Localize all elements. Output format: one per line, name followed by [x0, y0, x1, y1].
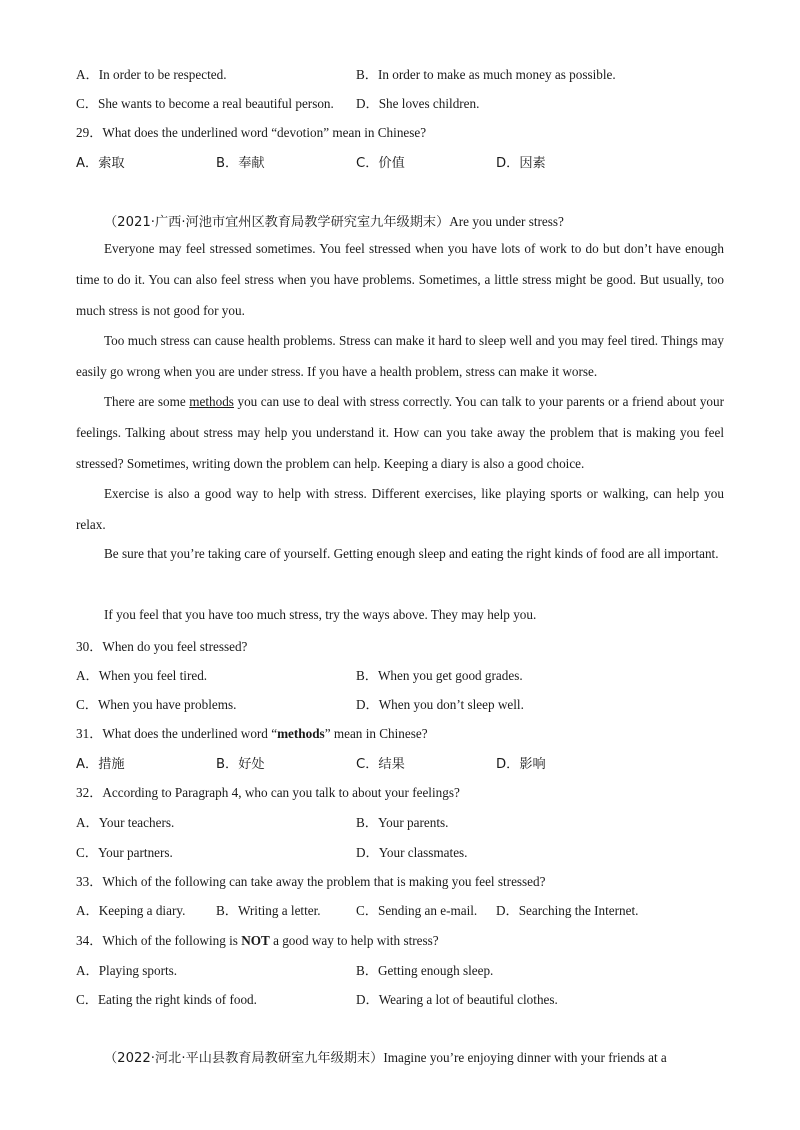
q29-stem: 29．What does the underlined word “devotion” mean in Chinese?: [76, 125, 427, 140]
q31-option-d: D．影响: [496, 757, 546, 772]
q33-option-a: A．Keeping a diary.: [76, 903, 186, 918]
q32-option-b: B．Your parents.: [356, 815, 449, 830]
q31-option-b: B．好处: [216, 757, 265, 772]
passage2-source: （2021·广西·河池市宜州区教育局教学研究室九年级期末）: [104, 215, 450, 230]
q30-option-c: C．When you have problems.: [76, 697, 237, 712]
underlined-word-methods: methods: [189, 394, 234, 409]
q34-stem: 34．Which of the following is NOT a good way to help with stress?: [76, 933, 439, 948]
q28-option-d: D．She loves children.: [356, 96, 480, 111]
q33-option-c: C．Sending an e-mail.: [356, 903, 478, 918]
p3-text-before: There are some: [104, 394, 190, 409]
q32-option-a: A．Your teachers.: [76, 815, 175, 830]
q29-option-d: D．因素: [496, 156, 546, 171]
q32-option-d: D．Your classmates.: [356, 845, 468, 860]
q30-option-b: B．When you get good grades.: [356, 668, 523, 683]
passage2-header: [104, 211, 564, 230]
passage2-paragraph-1: Everyone may feel stressed sometimes. You feel stressed when you have lots of work to do but don’t have enough time to do it. You can also feel stress when you have problems. Sometimes, a little stress might be good. But usually, too much stress is not good for you.: [76, 241, 724, 318]
passage2-paragraph-2: Too much stress can cause health problems. Stress can make it hard to sleep well and you may feel tired. Things may easily go wrong when you are under stress. If you have a health problem, stress can make it worse.: [76, 333, 724, 379]
q28-option-a: A．In order to be respected.: [76, 67, 227, 82]
q29-option-a: A．索取: [76, 156, 125, 171]
q32-stem: 32．According to Paragraph 4, who can you talk to about your feelings?: [76, 785, 460, 800]
passage2-paragraph-4: Exercise is also a good way to help with stress. Different exercises, like playing sports or walking, can help you relax.: [76, 486, 724, 532]
q28-option-c: C．She wants to become a real beautiful person.: [76, 96, 334, 111]
q32-option-c: C．Your partners.: [76, 845, 173, 860]
passage2-title: Are you under stress?: [449, 214, 564, 229]
q29-option-b: B．奉献: [216, 156, 265, 171]
q31-option-c: C．结果: [356, 757, 405, 772]
q30-stem: 30．When do you feel stressed?: [76, 639, 248, 654]
q30-option-d: D．When you don’t sleep well.: [356, 697, 524, 712]
q34-option-d: D．Wearing a lot of beautiful clothes.: [356, 992, 558, 1007]
p3-text-after: you can use to deal with stress correctly. You can talk to your parents or a friend about your feelings. Talking about stress may help you understand it. How can you take away the problem that is making you feel stressed? Sometimes, writing down the problem can help. Keeping a diary is also a good choice.: [76, 394, 725, 471]
q34-option-a: A．Playing sports.: [76, 963, 178, 978]
passage3-source: （2022·河北·平山县教育局教研室九年级期末）: [104, 1051, 384, 1066]
passage3-header: [104, 1047, 667, 1066]
q30-option-a: A．When you feel tired.: [76, 668, 208, 683]
passage2-paragraph-3: [76, 386, 724, 479]
q33-stem: 33．Which of the following can take away the problem that is making you feel stressed?: [76, 874, 546, 889]
bold-word-not: NOT: [241, 933, 270, 948]
passage3-intro: Imagine you’re enjoying dinner with your friends at a: [383, 1050, 667, 1065]
q33-option-b: B．Writing a letter.: [216, 903, 321, 918]
q28-option-b: B．In order to make as much money as possible.: [356, 67, 616, 82]
q29-option-c: C．价值: [356, 156, 405, 171]
q31-option-a: A．措施: [76, 757, 125, 772]
q34-option-b: B．Getting enough sleep.: [356, 963, 494, 978]
bold-word-methods: methods: [277, 726, 325, 741]
q34-option-c: C．Eating the right kinds of food.: [76, 992, 257, 1007]
passage2-paragraph-6: If you feel that you have too much stress, try the ways above. They may help you.: [104, 607, 537, 622]
q33-option-d: D．Searching the Internet.: [496, 903, 639, 918]
q31-stem: 31．What does the underlined word “methods” mean in Chinese?: [76, 726, 428, 741]
passage2-paragraph-5: Be sure that you’re taking care of yourself. Getting enough sleep and eating the right kinds of food are all important.: [104, 546, 719, 561]
